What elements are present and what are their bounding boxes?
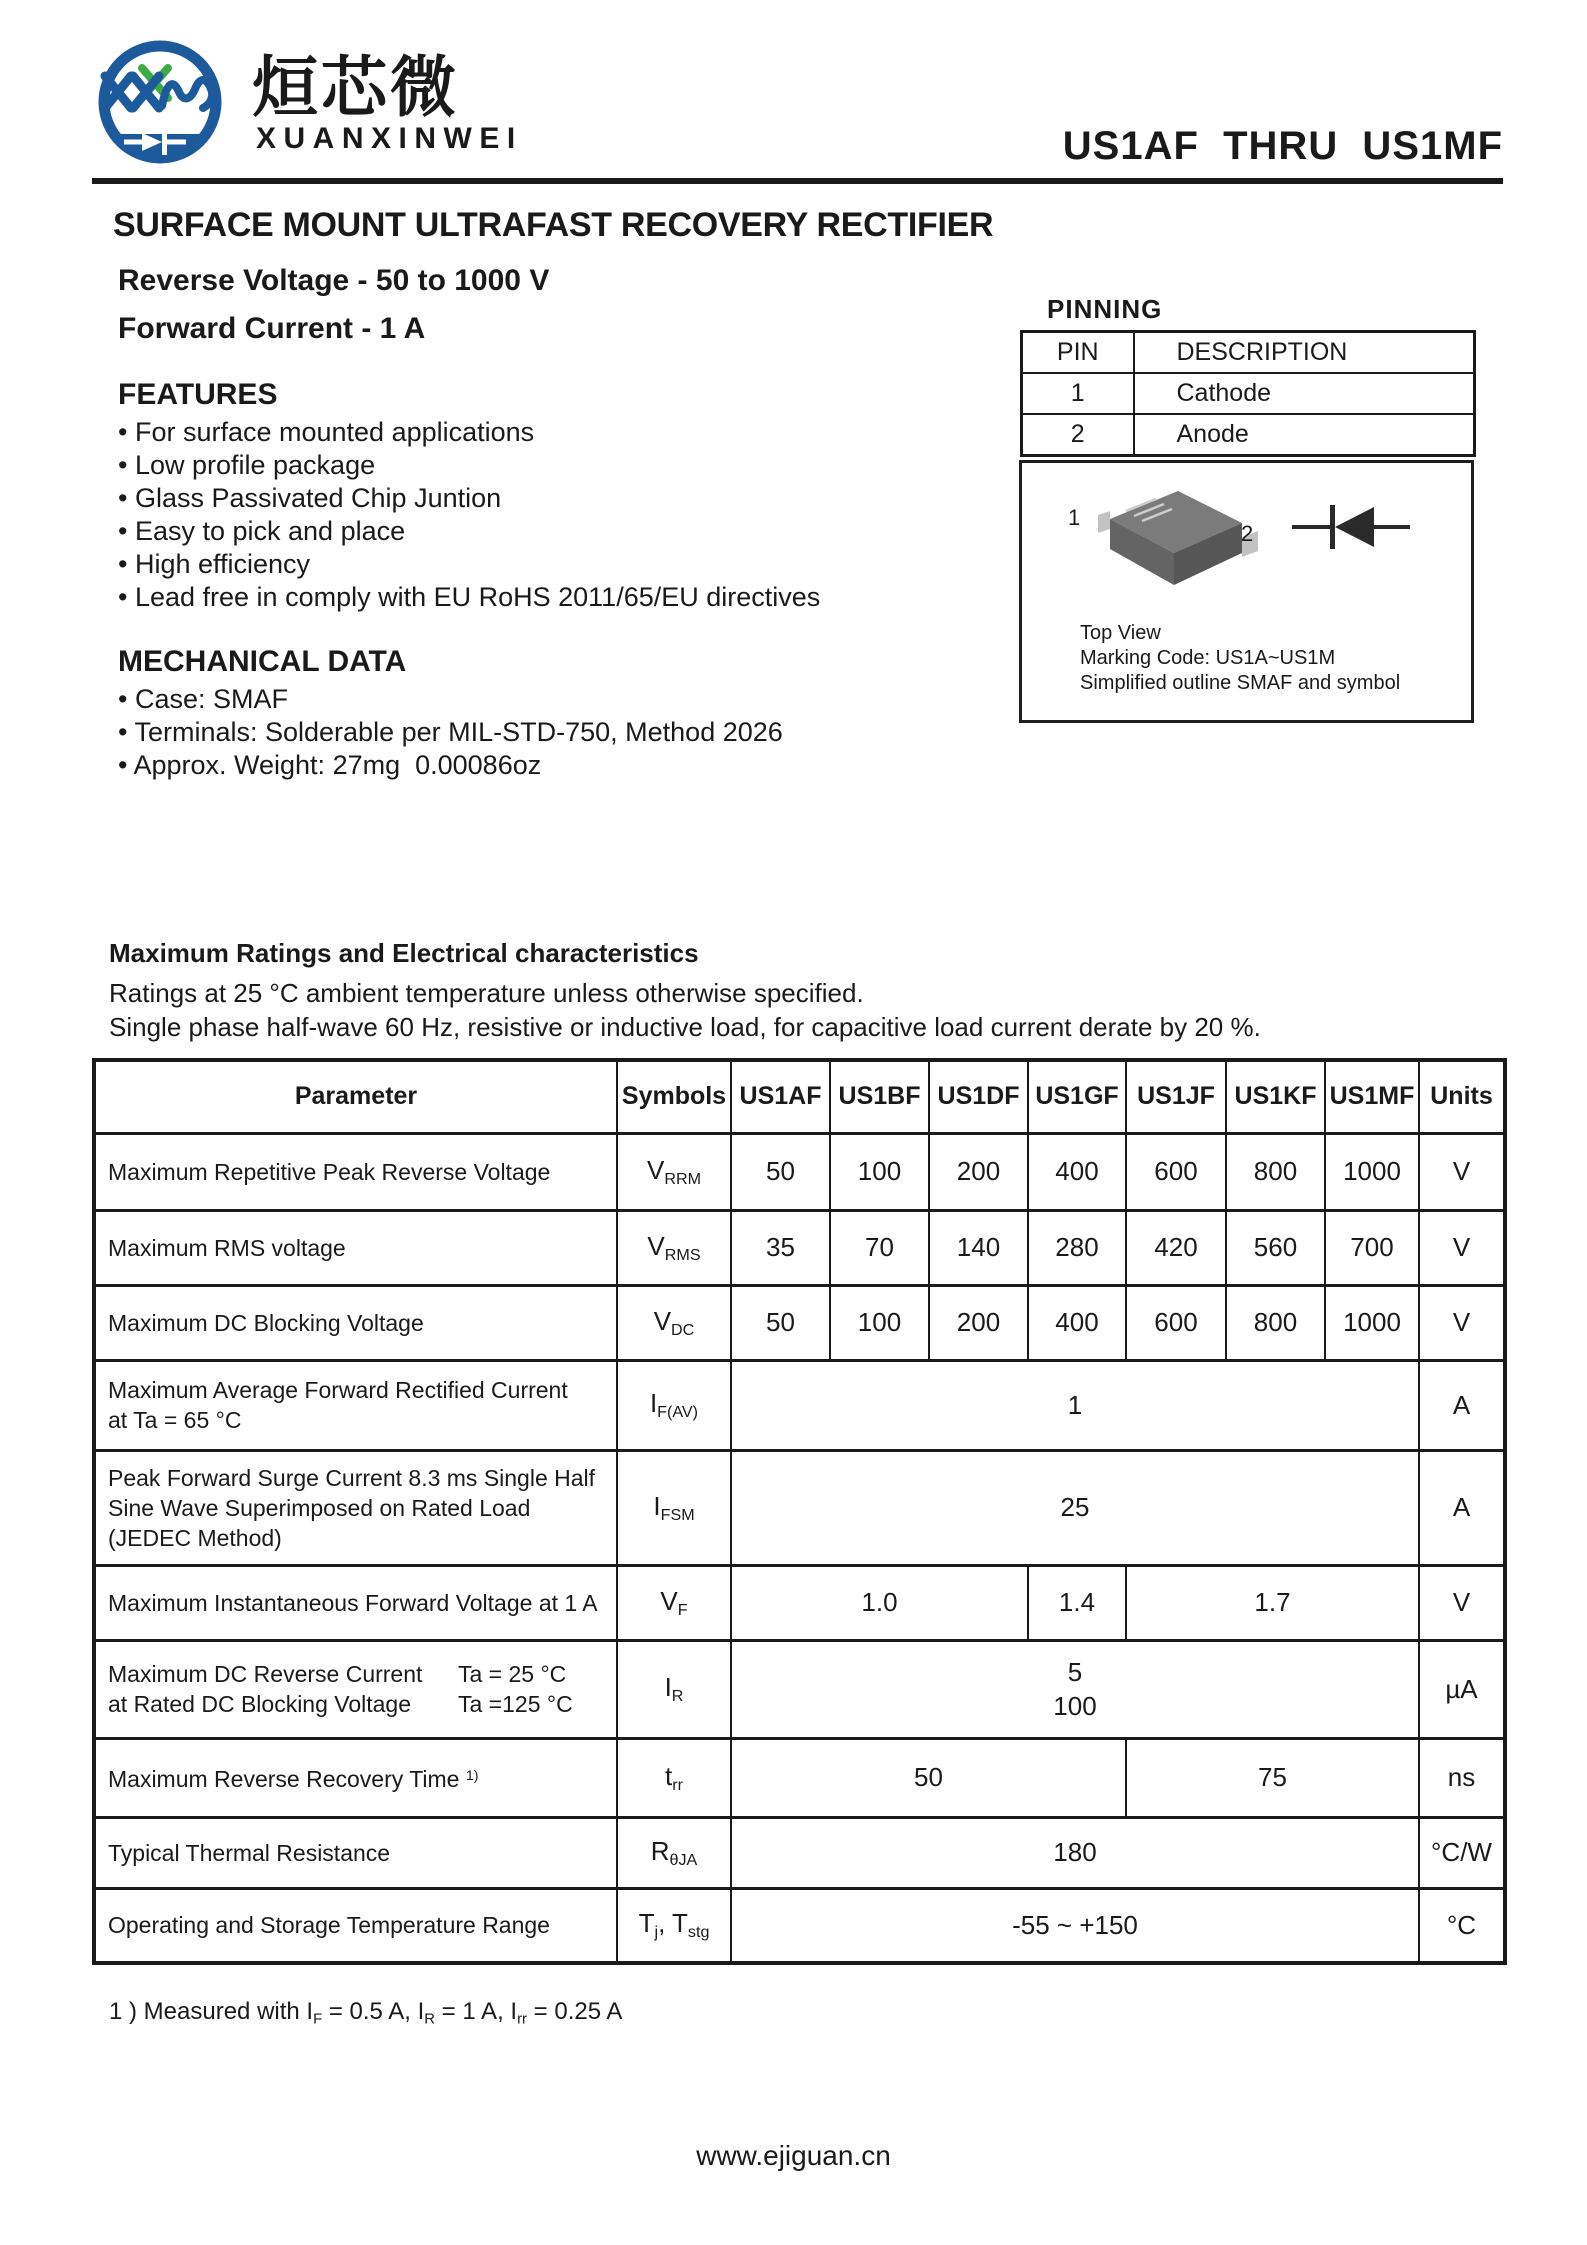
symbol-cell: $V_F$ <box>617 1565 731 1640</box>
ratings-note-2: Single phase half-wave 60 Hz, resistive or inductive load, for capacitive load current derate by 20 %. <box>109 1012 1261 1042</box>
bullet-item: • Glass Passivated Chip Juntion <box>118 483 502 513</box>
caption-line: Simplified outline SMAF and symbol <box>1080 672 1401 694</box>
symbol-cell: $R_{\theta JA}$ <box>617 1817 731 1888</box>
bullet-item: • High efficiency <box>118 549 311 579</box>
package-pin2-label: 2 <box>1241 521 1254 546</box>
value-cell: 50 <box>731 1133 830 1210</box>
value-cell: 700 <box>1325 1210 1419 1285</box>
bullet-item: • Case: SMAF <box>118 684 288 714</box>
logo-x-blue-2 <box>133 76 159 108</box>
unit-cell: °C <box>1419 1888 1505 1963</box>
pinning-heading: PINNING <box>1047 294 1163 324</box>
value-cell: 1000 <box>1325 1133 1419 1210</box>
ratings-col-header: US1DF <box>929 1060 1028 1133</box>
features-list <box>118 416 820 614</box>
table-row <box>94 1738 1505 1817</box>
value-cell: 75 <box>1126 1738 1419 1817</box>
bullet-item: • Lead free in comply with EU RoHS 2011/65/EU directives <box>118 582 821 612</box>
value-cell: 100 <box>830 1133 929 1210</box>
value-cell: 800 <box>1226 1133 1325 1210</box>
value-cell: 100 <box>830 1285 929 1360</box>
unit-cell: V <box>1419 1285 1505 1360</box>
unit-cell: µA <box>1419 1640 1505 1738</box>
header-divider <box>92 178 1503 184</box>
value-cell: 180 <box>731 1817 1419 1888</box>
param-cell: Maximum RMS voltage <box>94 1210 617 1285</box>
param-cell: Maximum Repetitive Peak Reverse Voltage <box>94 1133 617 1210</box>
unit-cell: ns <box>1419 1738 1505 1817</box>
mechanical-data-list <box>118 683 783 782</box>
symbol-cell: $V_{RMS}$ <box>617 1210 731 1285</box>
ratings-col-header: Symbols <box>617 1060 731 1133</box>
ratings-col-header: Units <box>1419 1060 1505 1133</box>
symbol-cell: $I_{FSM}$ <box>617 1450 731 1565</box>
table-row <box>94 1133 1505 1210</box>
param-cell: Maximum Average Forward Rectified Current at Ta = 65 °C <box>94 1360 617 1450</box>
mechanical-data-heading: MECHANICAL DATA <box>118 645 407 678</box>
param-cell: Maximum DC Blocking Voltage <box>94 1285 617 1360</box>
smaf-package-drawing <box>1090 477 1266 602</box>
features-heading: FEATURES <box>118 378 278 411</box>
value-cell: 400 <box>1028 1133 1126 1210</box>
bullet-item: • Easy to pick and place <box>118 516 406 546</box>
value-cell: 200 <box>929 1133 1028 1210</box>
value-cell: 420 <box>1126 1210 1226 1285</box>
pinning-col-header: DESCRIPTION <box>1134 332 1475 374</box>
value-cell: 800 <box>1226 1285 1325 1360</box>
ratings-header-row <box>94 1060 1505 1133</box>
company-name-chinese: 烜芯微 <box>252 50 459 124</box>
symbol-cell: $V_{RRM}$ <box>617 1133 731 1210</box>
value-cell: 400 <box>1028 1285 1126 1360</box>
unit-cell: V <box>1419 1210 1505 1285</box>
table-row <box>94 1285 1505 1360</box>
value-cell: 600 <box>1126 1133 1226 1210</box>
value-cell: 200 <box>929 1285 1028 1360</box>
package-pin1-label: 1 <box>1068 505 1081 530</box>
value-cell: 140 <box>929 1210 1028 1285</box>
table-row <box>94 1817 1505 1888</box>
value-cell: 600 <box>1126 1285 1226 1360</box>
table-row <box>94 1888 1505 1963</box>
pinning-col-header: PIN <box>1022 332 1134 374</box>
footer-website: www.ejiguan.cn <box>696 2140 891 2171</box>
unit-cell: A <box>1419 1450 1505 1565</box>
logo-shield-band <box>114 134 206 158</box>
pinning-header-row <box>1022 332 1475 374</box>
value-cell: 5 100 <box>731 1640 1419 1738</box>
caption-line: Marking Code: US1A~US1M <box>1080 647 1336 669</box>
footnote: 1 ) Measured with $I_F = 0.5$ A, $I_R = 1$ A, $I_{rr} = 0.25$ A <box>109 1998 623 2028</box>
value-cell: 280 <box>1028 1210 1126 1285</box>
caption-line: Top View <box>1080 622 1161 644</box>
package-outline-box <box>1019 460 1474 723</box>
ratings-note-1: Ratings at 25 °C ambient temperature unless otherwise specified. <box>109 978 864 1008</box>
ratings-col-header: US1KF <box>1226 1060 1325 1133</box>
value-cell: -55 ~ +150 <box>731 1888 1419 1963</box>
pin-description-cell: Cathode <box>1134 373 1475 414</box>
param-cell: Maximum Reverse Recovery Time $^{1)}$ <box>94 1738 617 1817</box>
param-cell: Maximum DC Reverse Current Ta = 25 °C at Rated DC Blocking Voltage Ta =125 °C <box>94 1640 617 1738</box>
ratings-col-header: US1AF <box>731 1060 830 1133</box>
param-cell: Operating and Storage Temperature Range <box>94 1888 617 1963</box>
reverse-voltage-line: Reverse Voltage - 50 to 1000 V <box>118 264 550 297</box>
ratings-col-header: Parameter <box>94 1060 617 1133</box>
unit-cell: V <box>1419 1133 1505 1210</box>
value-cell: 70 <box>830 1210 929 1285</box>
value-cell: 1000 <box>1325 1285 1419 1360</box>
table-row <box>94 1450 1505 1565</box>
pinning-table <box>1020 330 1476 457</box>
forward-current-line: Forward Current - 1 A <box>118 312 426 345</box>
value-cell: 50 <box>731 1738 1126 1817</box>
package-captions <box>1080 621 1400 696</box>
table-row <box>94 1360 1505 1450</box>
value-cell: 1.0 <box>731 1565 1028 1640</box>
table-row <box>94 1210 1505 1285</box>
param-cell: Peak Forward Surge Current 8.3 ms Single Half Sine Wave Superimposed on Rated Load (JEDEC Method) <box>94 1450 617 1565</box>
ratings-col-header: US1BF <box>830 1060 929 1133</box>
product-heading: SURFACE MOUNT ULTRAFAST RECOVERY RECTIFIER <box>113 206 994 244</box>
unit-cell: °C/W <box>1419 1817 1505 1888</box>
symbol-cell: $T_j$, $T_{stg}$ <box>617 1888 731 1963</box>
unit-cell: A <box>1419 1360 1505 1450</box>
pinning-row <box>1022 414 1475 456</box>
symbol-cell: $I_{F(AV)}$ <box>617 1360 731 1450</box>
company-logo <box>72 30 262 178</box>
symbol-cell: $t_{rr}$ <box>617 1738 731 1817</box>
bullet-item: • For surface mounted applications <box>118 417 535 447</box>
bullet-item: • Low profile package <box>118 450 376 480</box>
value-cell: 1.4 <box>1028 1565 1126 1640</box>
symbol-cell: $V_{DC}$ <box>617 1285 731 1360</box>
bullet-item: • Terminals: Solderable per MIL-STD-750, Method 2026 <box>118 717 783 747</box>
value-cell: 35 <box>731 1210 830 1285</box>
pinning-row <box>1022 373 1475 414</box>
symbol-cell: $I_R$ <box>617 1640 731 1738</box>
ratings-col-header: US1GF <box>1028 1060 1126 1133</box>
value-cell: 1 <box>731 1360 1419 1450</box>
param-cell: Typical Thermal Resistance <box>94 1817 617 1888</box>
value-cell: 560 <box>1226 1210 1325 1285</box>
ratings-heading: Maximum Ratings and Electrical characteristics <box>109 938 699 968</box>
bullet-item: • Approx. Weight: 27mg 0.00086oz <box>118 750 542 780</box>
value-cell: 25 <box>731 1450 1419 1565</box>
ratings-table <box>92 1058 1507 1965</box>
value-cell: 1.7 <box>1126 1565 1419 1640</box>
company-name-english: XUANXINWEI <box>256 122 523 155</box>
ratings-col-header: US1MF <box>1325 1060 1419 1133</box>
pin-description-cell: Anode <box>1134 414 1475 456</box>
diode-symbol <box>1290 499 1414 555</box>
pin-number-cell: 2 <box>1022 414 1134 456</box>
document-title: US1AF THRU US1MF <box>1062 124 1503 168</box>
ratings-col-header: US1JF <box>1126 1060 1226 1133</box>
value-cell: 50 <box>731 1285 830 1360</box>
param-cell: Maximum Instantaneous Forward Voltage at 1 A <box>94 1565 617 1640</box>
table-row <box>94 1640 1505 1738</box>
table-row <box>94 1565 1505 1640</box>
pin-number-cell: 1 <box>1022 373 1134 414</box>
unit-cell: V <box>1419 1565 1505 1640</box>
